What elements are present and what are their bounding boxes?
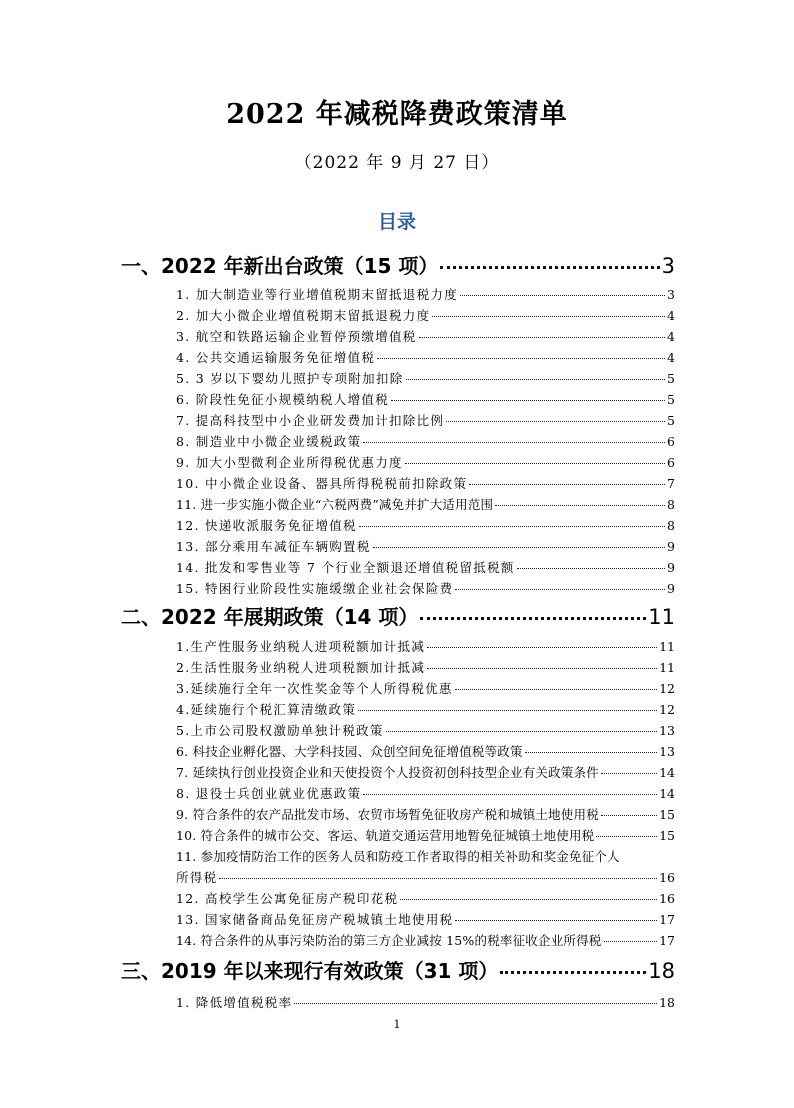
toc-item-label: 14. 符合条件的从事污染防治的第三方企业减按 15%的税率征收企业所得税 bbox=[176, 933, 602, 948]
toc-item[interactable] bbox=[176, 889, 675, 909]
toc-item[interactable] bbox=[176, 285, 675, 305]
dot-leader bbox=[601, 773, 657, 774]
dot-leader bbox=[455, 589, 665, 590]
toc-item[interactable] bbox=[176, 453, 675, 473]
toc-page-number: 17 bbox=[659, 912, 675, 927]
toc-item[interactable] bbox=[176, 390, 675, 410]
toc-item[interactable] bbox=[176, 411, 675, 431]
toc-item-label: 9. 符合条件的农产品批发市场、农贸市场暂免征收房产税和城镇土地使用税 bbox=[176, 807, 599, 822]
toc-page-number: 6 bbox=[667, 434, 675, 449]
toc-item[interactable] bbox=[176, 637, 675, 657]
toc-item[interactable] bbox=[176, 516, 675, 536]
toc-item[interactable] bbox=[176, 369, 675, 389]
toc-heading: 目录 bbox=[377, 211, 416, 233]
toc-item[interactable] bbox=[176, 327, 675, 347]
toc-item-label: 11. 参加疫情防治工作的医务人员和防疫工作者取得的相关补助和奖金免征个人 bbox=[176, 849, 620, 864]
toc-page-number: 15 bbox=[659, 807, 675, 822]
dot-leader bbox=[400, 899, 657, 900]
toc-item-label: 12. 快递收派服务免征增值税 bbox=[176, 518, 357, 533]
toc-item[interactable] bbox=[176, 763, 675, 783]
toc-page-number: 13 bbox=[659, 744, 675, 759]
toc-item[interactable] bbox=[176, 348, 675, 368]
dot-leader bbox=[469, 484, 665, 485]
toc-page-number: 5 bbox=[667, 392, 675, 407]
dot-leader bbox=[460, 295, 665, 296]
toc-item[interactable] bbox=[176, 993, 675, 1013]
toc-item[interactable] bbox=[176, 742, 675, 762]
toc-item[interactable] bbox=[176, 474, 675, 494]
toc-item[interactable] bbox=[176, 805, 675, 825]
toc-page-number: 4 bbox=[667, 350, 675, 365]
dot-leader bbox=[427, 668, 657, 669]
toc-item[interactable] bbox=[176, 495, 675, 515]
toc-item-label: 8. 制造业中小微企业缓税政策 bbox=[176, 434, 362, 449]
dot-leader bbox=[377, 358, 665, 359]
dot-leader bbox=[500, 971, 646, 974]
toc-page-number: 12 bbox=[659, 681, 675, 696]
toc-page-number: 13 bbox=[659, 723, 675, 738]
toc-page-number: 7 bbox=[667, 476, 675, 491]
dot-leader bbox=[405, 463, 665, 464]
toc-page-number: 16 bbox=[659, 891, 675, 906]
dot-leader bbox=[386, 731, 657, 732]
dot-leader bbox=[419, 337, 665, 338]
toc-page-number: 9 bbox=[667, 581, 675, 596]
toc-page-number: 17 bbox=[659, 933, 675, 948]
toc-section-label: 一、2022 年新出台政策（15 项） bbox=[121, 254, 439, 278]
toc-item-label: 3. 航空和铁路运输企业暂停预缴增值税 bbox=[176, 329, 417, 344]
dot-leader bbox=[432, 316, 665, 317]
dot-leader bbox=[359, 526, 665, 527]
dot-leader bbox=[446, 421, 665, 422]
toc-page-number: 11 bbox=[648, 605, 675, 629]
toc-page-number: 14 bbox=[659, 786, 675, 801]
toc-item-label: 3.延续施行全年一次性奖金等个人所得税优惠 bbox=[176, 681, 453, 696]
dot-leader bbox=[358, 710, 657, 711]
dot-leader bbox=[406, 379, 666, 380]
dot-leader bbox=[596, 836, 657, 837]
dot-leader bbox=[455, 920, 657, 921]
toc-page-number: 3 bbox=[661, 254, 675, 278]
toc-page-number: 8 bbox=[667, 497, 675, 512]
dot-leader bbox=[294, 1003, 657, 1004]
toc-item[interactable] bbox=[176, 306, 675, 326]
dot-leader bbox=[517, 568, 665, 569]
toc-item-label: 2. 加大小微企业增值税期末留抵退税力度 bbox=[176, 308, 431, 323]
toc-item-label: 11. 进一步实施小微企业“六税两费”减免并扩大适用范围 bbox=[176, 497, 494, 512]
toc-item[interactable] bbox=[176, 679, 675, 699]
dot-leader bbox=[604, 941, 658, 942]
toc-item[interactable] bbox=[176, 700, 675, 720]
toc-page-number: 9 bbox=[667, 539, 675, 554]
toc-item-label: 5.上市公司股权激励单独计税政策 bbox=[176, 723, 384, 738]
toc-page-number: 18 bbox=[659, 995, 675, 1010]
toc-item-label: 5. 3 岁以下婴幼儿照护专项附加扣除 bbox=[176, 371, 404, 386]
toc-item-label: 9. 加大小型微利企业所得税优惠力度 bbox=[176, 455, 403, 470]
dot-leader bbox=[363, 442, 665, 443]
toc-section-3[interactable] bbox=[121, 955, 675, 985]
toc-item-label: 1. 加大制造业等行业增值税期末留抵退税力度 bbox=[176, 287, 459, 302]
toc-item[interactable] bbox=[176, 658, 675, 678]
toc-page-number: 9 bbox=[667, 560, 675, 575]
toc-page-number: 4 bbox=[667, 329, 675, 344]
toc-item-label: 4. 公共交通运输服务免征增值税 bbox=[176, 350, 376, 365]
toc-item[interactable] bbox=[176, 432, 675, 452]
dot-leader bbox=[495, 505, 665, 506]
toc-item-label: 8. 退役士兵创业就业优惠政策 bbox=[176, 786, 362, 801]
toc-page-number: 11 bbox=[659, 660, 675, 675]
toc-item[interactable] bbox=[176, 558, 675, 578]
toc-item-label: 1.生产性服务业纳税人进项税额加计抵减 bbox=[176, 639, 426, 654]
toc-item-label: 10. 符合条件的城市公交、客运、轨道交通运营用地暂免征城镇土地使用税 bbox=[176, 828, 595, 843]
toc-page-number: 14 bbox=[659, 765, 675, 780]
page-number-footer: 1 bbox=[393, 1018, 401, 1031]
toc-page-number: 18 bbox=[648, 959, 675, 983]
toc-item[interactable] bbox=[176, 784, 675, 804]
dot-leader bbox=[427, 647, 657, 648]
toc-item-wrapped-line-2[interactable] bbox=[176, 868, 675, 888]
toc-item-label: 7. 提高科技型中小企业研发费加计扣除比例 bbox=[176, 413, 445, 428]
dot-leader bbox=[525, 752, 657, 753]
toc-page-number: 4 bbox=[667, 308, 675, 323]
dot-leader bbox=[440, 266, 659, 269]
toc-item-label: 14. 批发和零售业等 7 个行业全额退还增值税留抵税额 bbox=[176, 560, 515, 575]
toc-page-number: 12 bbox=[659, 702, 675, 717]
toc-item-label: 1. 降低增值税税率 bbox=[176, 995, 293, 1010]
dot-leader bbox=[420, 617, 646, 620]
dot-leader bbox=[363, 794, 657, 795]
dot-leader bbox=[373, 547, 665, 548]
toc-item-label: 4.延续施行个税汇算清缴政策 bbox=[176, 702, 357, 717]
toc-item-label: 7. 延续执行创业投资企业和天使投资个人投资初创科技型企业有关政策条件 bbox=[176, 765, 599, 780]
toc-section-2[interactable] bbox=[121, 601, 675, 631]
toc-section-1[interactable] bbox=[121, 250, 675, 280]
toc-item[interactable] bbox=[176, 721, 675, 741]
toc-page-number: 5 bbox=[667, 371, 675, 386]
toc-item-label: 15. 特困行业阶段性实施缓缴企业社会保险费 bbox=[176, 581, 454, 596]
toc-item[interactable] bbox=[176, 931, 675, 951]
document-title: 2022 年减税降费政策清单 bbox=[226, 99, 568, 130]
toc-item-label: 12. 高校学生公寓免征房产税印花税 bbox=[176, 891, 399, 906]
toc-item[interactable] bbox=[176, 537, 675, 557]
toc-section-label: 三、2019 年以来现行有效政策（31 项） bbox=[121, 959, 499, 983]
toc-item-label: 6. 阶段性免征小规模纳税人增值税 bbox=[176, 392, 390, 407]
dot-leader bbox=[455, 689, 657, 690]
toc-item[interactable] bbox=[176, 579, 675, 599]
toc-section-label: 二、2022 年展期政策（14 项） bbox=[121, 605, 419, 629]
toc-item[interactable] bbox=[176, 826, 675, 846]
toc-page-number: 15 bbox=[659, 828, 675, 843]
toc-item-label-continuation: 所得税 bbox=[176, 870, 218, 885]
toc-page-number: 16 bbox=[659, 870, 675, 885]
toc-item-label: 6. 科技企业孵化器、大学科技园、众创空间免征增值税等政策 bbox=[176, 744, 523, 759]
toc-item-wrapped-line-1[interactable] bbox=[176, 847, 675, 867]
toc-page-number: 6 bbox=[667, 455, 675, 470]
toc-item-label: 10. 中小微企业设备、器具所得税税前扣除政策 bbox=[176, 476, 468, 491]
dot-leader bbox=[601, 815, 657, 816]
dot-leader bbox=[391, 400, 665, 401]
toc-page-number: 3 bbox=[667, 287, 675, 302]
toc-item-label: 13. 部分乘用车减征车辆购置税 bbox=[176, 539, 371, 554]
toc-page-number: 5 bbox=[667, 413, 675, 428]
toc-page-number: 11 bbox=[659, 639, 675, 654]
document-date: （2022 年 9 月 27 日） bbox=[294, 153, 500, 173]
toc-item[interactable] bbox=[176, 910, 675, 930]
toc-page-number: 8 bbox=[667, 518, 675, 533]
toc-item-label: 13. 国家储备商品免征房产税城镇土地使用税 bbox=[176, 912, 454, 927]
toc-item-label: 2.生活性服务业纳税人进项税额加计抵减 bbox=[176, 660, 426, 675]
dot-leader bbox=[219, 878, 657, 879]
